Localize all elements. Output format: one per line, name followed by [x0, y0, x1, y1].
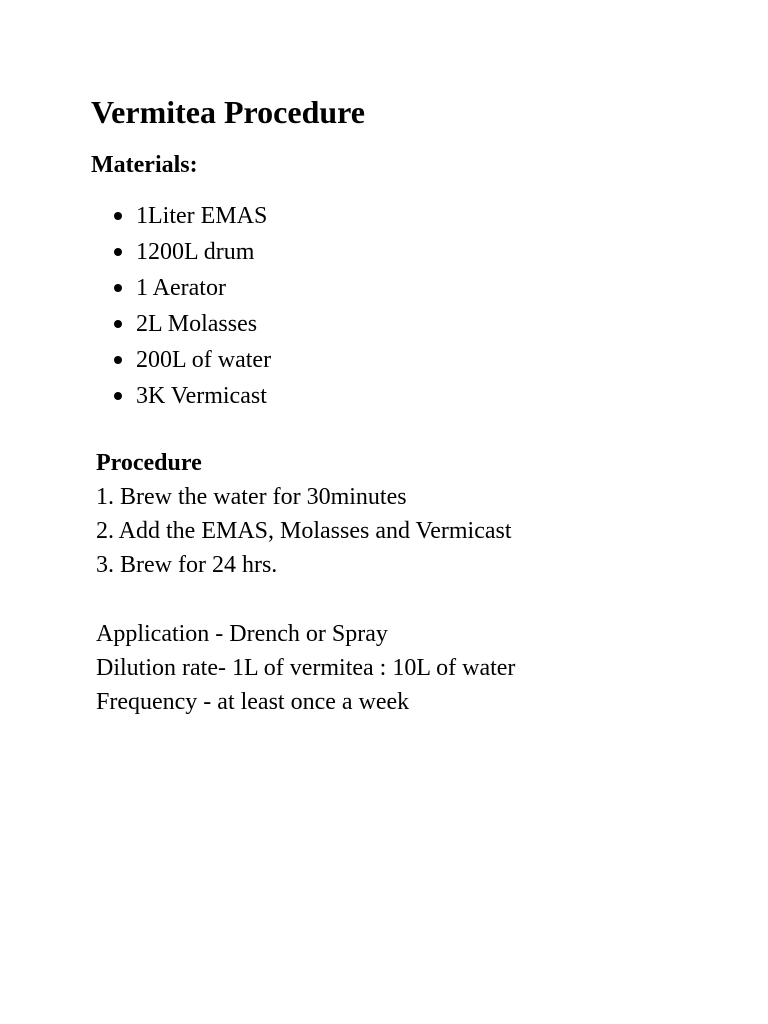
list-item: [114, 342, 271, 378]
application-section: [96, 617, 515, 719]
bullet-icon: [114, 356, 122, 364]
procedure-step: 1. Brew the water for 30minutes: [96, 484, 407, 510]
list-item-text: 200L of water: [136, 347, 272, 373]
bullet-icon: [114, 212, 122, 220]
list-item: [114, 234, 271, 270]
bullet-icon: [114, 320, 122, 328]
dilution-rate: Dilution rate- 1L of vermitea : 10L of water: [96, 655, 516, 681]
procedure-step: 2. Add the EMAS, Molasses and Vermicast: [96, 518, 512, 544]
bullet-icon: [114, 248, 122, 256]
materials-list: [114, 198, 271, 414]
list-item-text: 2L Molasses: [136, 311, 258, 337]
application-method: Application - Drench or Spray: [96, 621, 388, 647]
list-item: [114, 270, 271, 306]
list-item-text: 3K Vermicast: [136, 383, 267, 409]
list-item: [114, 306, 271, 342]
application-frequency: Frequency - at least once a week: [96, 689, 410, 715]
bullet-icon: [114, 284, 122, 292]
list-item: [114, 198, 271, 234]
procedure-section: [96, 446, 512, 582]
procedure-heading: Procedure: [96, 450, 202, 476]
procedure-step: 3. Brew for 24 hrs.: [96, 552, 278, 578]
list-item-text: 1 Aerator: [136, 275, 226, 301]
list-item-text: 1200L drum: [136, 239, 255, 265]
materials-heading: Materials:: [91, 152, 198, 178]
list-item: [114, 378, 271, 414]
page-title: Vermitea Procedure: [91, 94, 365, 130]
bullet-icon: [114, 392, 122, 400]
list-item-text: 1Liter EMAS: [136, 203, 268, 229]
